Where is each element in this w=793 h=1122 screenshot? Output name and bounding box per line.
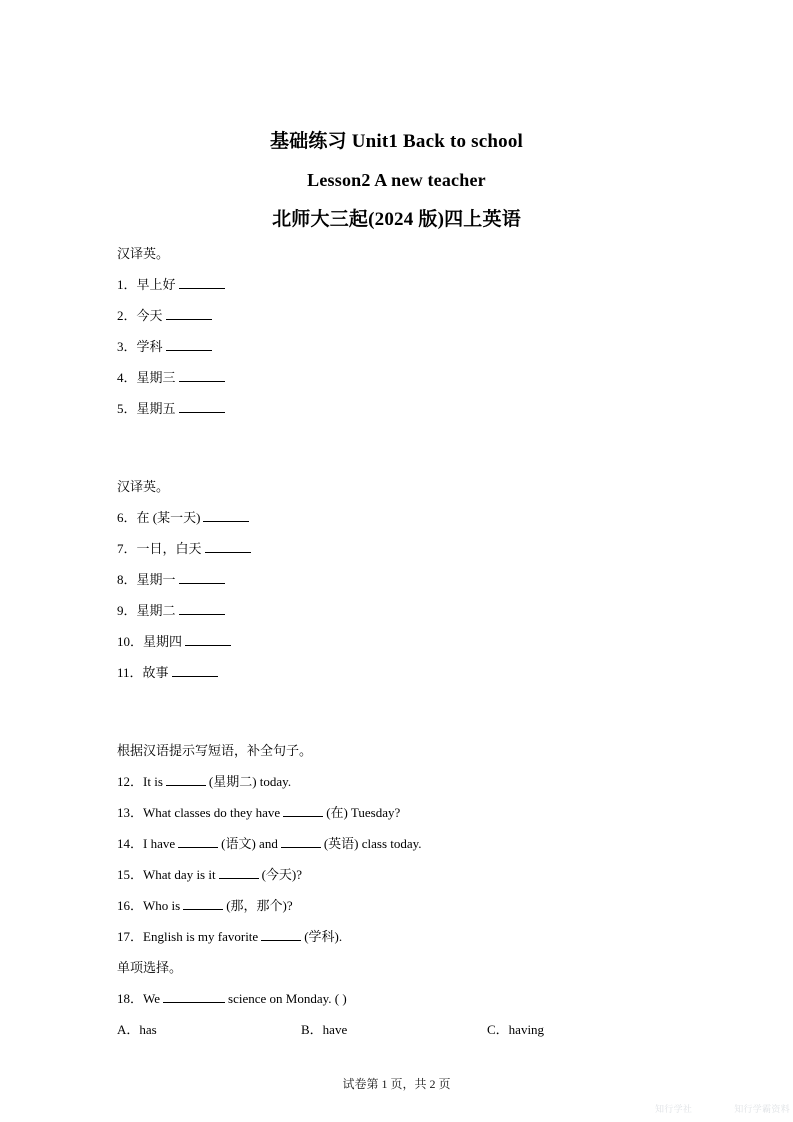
answer-blank[interactable] — [183, 898, 223, 910]
answer-blank[interactable] — [205, 541, 251, 553]
question-number: 2． — [117, 308, 137, 323]
question-number: 1． — [117, 277, 137, 292]
section-spacer — [117, 719, 717, 735]
answer-blank[interactable] — [283, 805, 323, 817]
question-number: 12． — [117, 774, 144, 789]
question-text: 星期四 — [143, 634, 183, 649]
question-hint: (学科). — [304, 929, 343, 944]
page-footer: 试卷第 1 页，共 2 页 — [342, 1077, 451, 1091]
option-key: A． — [117, 1022, 140, 1037]
question-number: 3． — [117, 339, 137, 354]
question-number: 5． — [117, 401, 137, 416]
question-number: 9． — [117, 603, 137, 618]
question-hint-mid: (语文) and — [221, 836, 278, 851]
question-text: Who is — [143, 898, 181, 913]
question-text: English is my favorite — [143, 929, 259, 944]
question-7 — [117, 533, 717, 564]
answer-blank[interactable] — [166, 339, 212, 351]
page-title-line-1: 基础练习 Unit1 Back to school — [269, 131, 524, 152]
option-text: have — [322, 1022, 348, 1037]
section-heading-4: 单项选择。 — [117, 960, 183, 975]
question-text: 星期二 — [136, 603, 176, 618]
section-spacer — [117, 688, 717, 719]
answer-blank[interactable] — [163, 991, 225, 1003]
question-17 — [117, 921, 717, 952]
answer-blank[interactable] — [178, 836, 218, 848]
question-text: 故事 — [142, 665, 169, 680]
question-text: 早上好 — [136, 277, 176, 292]
answer-blank[interactable] — [172, 665, 218, 677]
option-c[interactable] — [487, 1014, 544, 1045]
exam-body — [117, 238, 717, 1045]
watermark-text-right: 知行学霸资料 — [734, 1104, 790, 1115]
page-title-line-2: Lesson2 A new teacher — [307, 170, 486, 190]
question-number: 13． — [117, 805, 144, 820]
question-18-options — [117, 1014, 717, 1045]
question-text: 今天 — [136, 308, 163, 323]
question-4 — [117, 362, 717, 393]
watermark — [655, 1098, 790, 1118]
answer-blank[interactable] — [166, 774, 206, 786]
answer-blank[interactable] — [166, 308, 212, 320]
section-spacer — [117, 455, 717, 471]
question-1 — [117, 269, 717, 300]
option-key: C． — [487, 1022, 509, 1037]
question-16 — [117, 890, 717, 921]
question-18 — [117, 983, 717, 1014]
question-text: 在 (某一天) — [136, 510, 201, 525]
option-b[interactable] — [301, 1014, 347, 1045]
option-a[interactable] — [117, 1014, 157, 1045]
document-title-block — [0, 122, 793, 239]
question-text: 星期一 — [136, 572, 176, 587]
question-13 — [117, 797, 717, 828]
answer-blank[interactable] — [179, 572, 225, 584]
question-text: I have — [143, 836, 176, 851]
question-11 — [117, 657, 717, 688]
question-text: 一日，白天 — [136, 541, 202, 556]
question-hint: (今天)? — [261, 867, 303, 882]
question-number: 18． — [117, 991, 144, 1006]
question-hint: science on Monday. ( ) — [228, 991, 347, 1006]
answer-blank[interactable] — [203, 510, 249, 522]
question-text: 星期五 — [136, 401, 176, 416]
question-6 — [117, 502, 717, 533]
question-5 — [117, 393, 717, 424]
section-heading-3: 根据汉语提示写短语，补全句子。 — [117, 743, 313, 758]
question-15 — [117, 859, 717, 890]
option-text: has — [139, 1022, 157, 1037]
question-8 — [117, 564, 717, 595]
question-text: 星期三 — [136, 370, 176, 385]
question-text: We — [143, 991, 161, 1006]
answer-blank[interactable] — [179, 370, 225, 382]
question-3 — [117, 331, 717, 362]
question-text: 学科 — [136, 339, 163, 354]
question-text: It is — [143, 774, 163, 789]
section-spacer — [117, 424, 717, 455]
question-number: 16． — [117, 898, 144, 913]
watermark-text-left: 知行学社 — [655, 1104, 693, 1115]
question-text: What classes do they have — [143, 805, 281, 820]
question-hint: (在) Tuesday? — [326, 805, 401, 820]
question-number: 15． — [117, 867, 144, 882]
answer-blank[interactable] — [185, 634, 231, 646]
answer-blank[interactable] — [179, 401, 225, 413]
question-number: 4． — [117, 370, 137, 385]
question-hint: (那，那个)? — [226, 898, 293, 913]
section-heading-1: 汉译英。 — [117, 246, 170, 261]
question-14 — [117, 828, 717, 859]
option-key: B． — [301, 1022, 323, 1037]
question-hint: (英语) class today. — [323, 836, 422, 851]
question-number: 11． — [117, 665, 143, 680]
question-9 — [117, 595, 717, 626]
question-hint: (星期二) today. — [208, 774, 292, 789]
question-number: 14． — [117, 836, 144, 851]
answer-blank-2[interactable] — [281, 836, 321, 848]
question-number: 7． — [117, 541, 137, 556]
answer-blank[interactable] — [179, 277, 225, 289]
question-number: 17． — [117, 929, 144, 944]
page-title-line-3: 北师大三起(2024 版)四上英语 — [272, 209, 521, 230]
question-text: What day is it — [143, 867, 216, 882]
question-2 — [117, 300, 717, 331]
question-number: 10． — [117, 634, 144, 649]
question-10 — [117, 626, 717, 657]
section-heading-2: 汉译英。 — [117, 479, 170, 494]
answer-blank[interactable] — [261, 929, 301, 941]
answer-blank[interactable] — [179, 603, 225, 615]
question-number: 6． — [117, 510, 137, 525]
question-12 — [117, 766, 717, 797]
answer-blank[interactable] — [219, 867, 259, 879]
option-text: having — [508, 1022, 545, 1037]
question-number: 8． — [117, 572, 137, 587]
